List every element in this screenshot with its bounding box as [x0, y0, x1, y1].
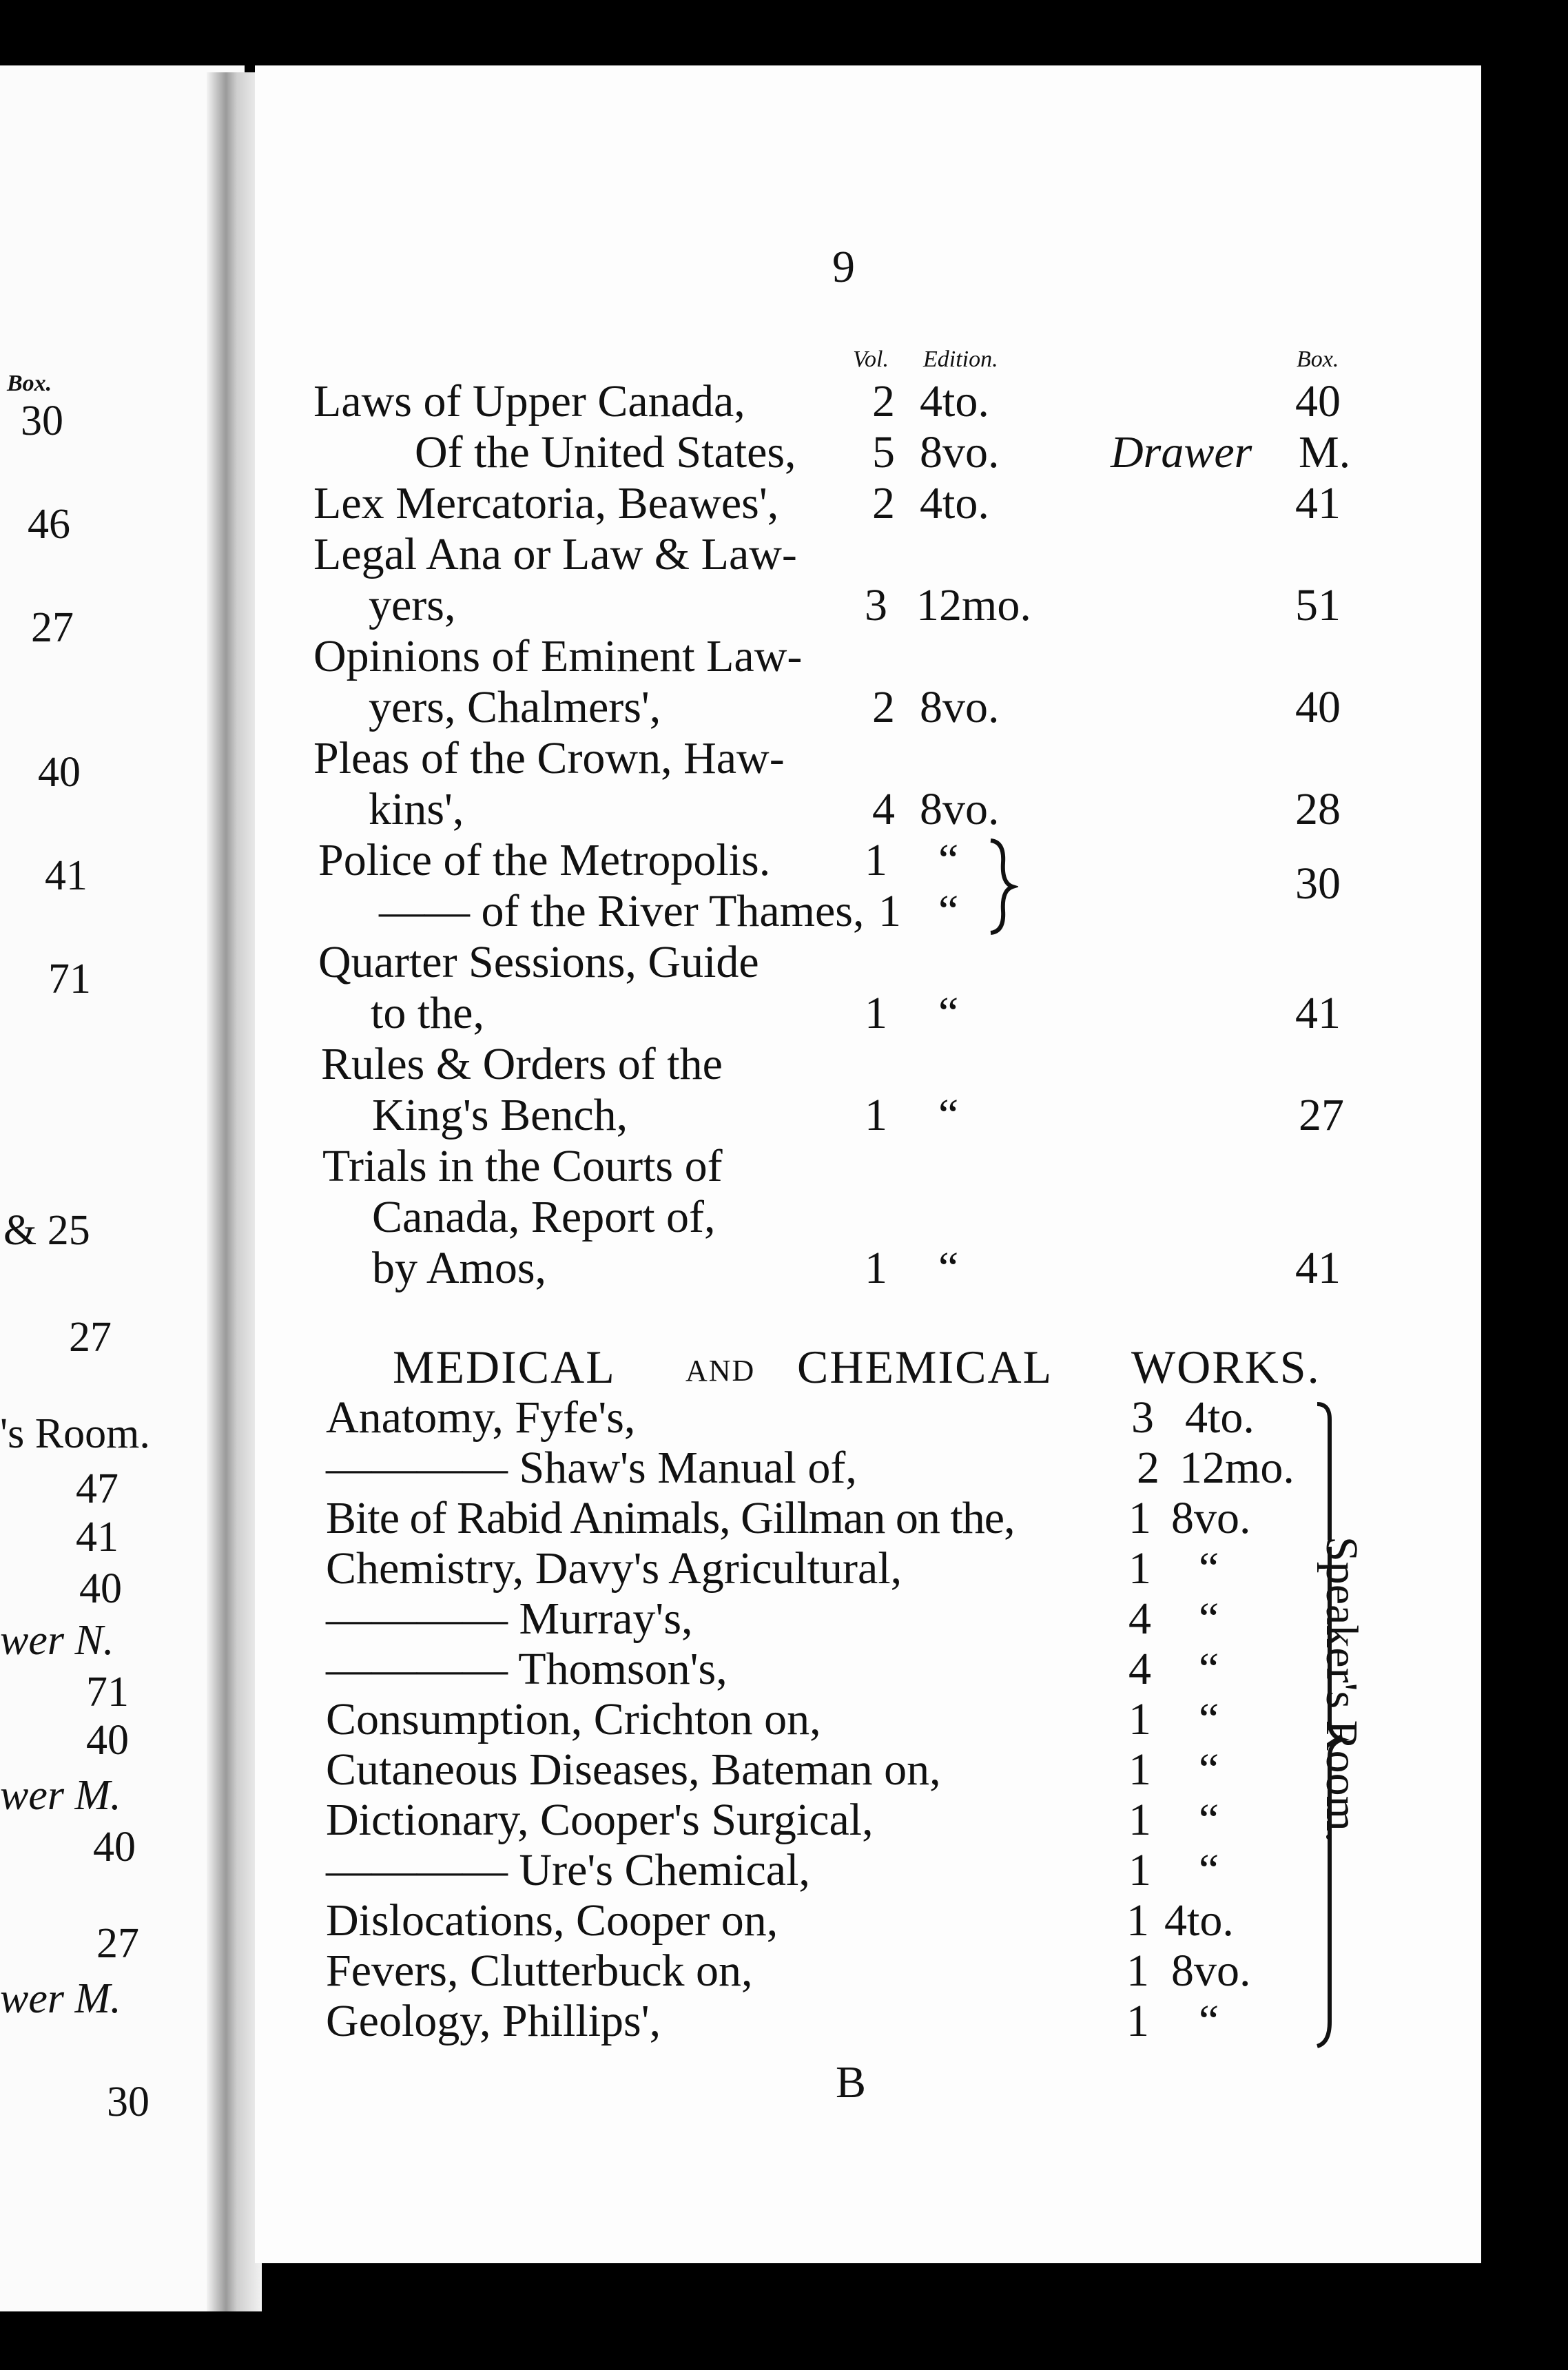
vol-header: Vol. — [853, 347, 889, 372]
entry-title: —— of the River Thames, — [379, 886, 865, 936]
entry-vol: 1 — [1126, 1996, 1149, 2046]
entry-edition: “ — [1199, 1845, 1219, 1895]
entry-vol: 1 — [865, 835, 887, 885]
left-item: 30 — [107, 2079, 149, 2125]
entry-edition: “ — [1199, 1694, 1219, 1744]
entry-edition: 8vo. — [1171, 1493, 1251, 1543]
entry-drawer: Drawer — [1111, 427, 1252, 477]
entry-title: ———— Shaw's Manual of, — [326, 1443, 857, 1493]
left-item: 27 — [69, 1314, 112, 1361]
entry-vol: 1 — [1128, 1543, 1151, 1594]
entry-edition: 8vo. — [920, 682, 1000, 732]
police-brace — [984, 835, 1018, 938]
entry-edition: “ — [938, 835, 959, 885]
left-item: 40 — [38, 749, 81, 796]
left-item: wer N. — [0, 1617, 114, 1664]
entry-box: 40 — [1295, 682, 1341, 732]
entry-vol: 4 — [1128, 1594, 1151, 1644]
entry-title: kins', — [369, 784, 464, 834]
entry-vol: 2 — [1137, 1443, 1159, 1493]
left-item: 47 — [76, 1465, 118, 1512]
entry-edition: “ — [1199, 1594, 1219, 1644]
entry-box: 41 — [1295, 988, 1341, 1038]
entry-box: M. — [1299, 427, 1351, 477]
entry-title: Legal Ana or Law & Law- — [313, 529, 797, 579]
left-item: wer M. — [0, 1975, 121, 2022]
entry-vol: 2 — [872, 478, 895, 528]
location-note: Speaker's Room. — [1317, 1536, 1367, 1843]
entry-title: Consumption, Crichton on, — [326, 1694, 821, 1744]
entry-box: 30 — [1295, 858, 1341, 909]
entry-edition: “ — [938, 988, 959, 1038]
entry-box: 40 — [1295, 376, 1341, 426]
entry-title: Pleas of the Crown, Haw- — [313, 733, 785, 783]
left-item: 27 — [31, 604, 74, 651]
entry-box: 41 — [1295, 1243, 1341, 1293]
entry-title: ———— Ure's Chemical, — [326, 1845, 810, 1895]
entry-title: Fevers, Clutterbuck on, — [326, 1946, 753, 1996]
entry-edition: 4to. — [1185, 1392, 1255, 1443]
left-item: 40 — [93, 1824, 136, 1871]
entry-title: ———— Murray's, — [326, 1594, 693, 1644]
heading-works: WORKS. — [1131, 1341, 1321, 1393]
entry-vol: 1 — [1128, 1795, 1151, 1845]
entry-title: Lex Mercatoria, Beawes', — [313, 478, 779, 528]
left-box-header: Box. — [7, 371, 52, 396]
left-item: 41 — [76, 1514, 118, 1560]
entry-title: Rules & Orders of the — [321, 1039, 723, 1089]
entry-vol: 1 — [1128, 1694, 1151, 1744]
entry-title: Of the United States, — [415, 427, 796, 477]
entry-title: Canada, Report of, — [372, 1192, 716, 1242]
entry-vol: 1 — [865, 1090, 887, 1140]
entry-vol: 3 — [865, 580, 887, 630]
entry-edition: 4to. — [1164, 1895, 1234, 1946]
entry-edition: 4to. — [920, 478, 989, 528]
left-item: 41 — [45, 852, 87, 899]
entry-vol: 2 — [872, 682, 895, 732]
entry-edition: 12mo. — [1179, 1443, 1294, 1493]
entry-vol: 1 — [1126, 1895, 1149, 1946]
entry-edition: “ — [938, 886, 959, 936]
entry-title: Dislocations, Cooper on, — [326, 1895, 778, 1946]
entry-title: to the, — [371, 988, 484, 1038]
left-item: 40 — [86, 1717, 129, 1764]
entry-vol: 2 — [872, 376, 895, 426]
entry-edition: “ — [1199, 1744, 1219, 1795]
left-item: 40 — [79, 1565, 122, 1612]
left-item: 71 — [48, 956, 91, 1002]
left-item: 30 — [21, 398, 63, 444]
entry-edition: “ — [938, 1090, 959, 1140]
entry-edition: 8vo. — [1171, 1946, 1251, 1996]
entry-vol: 1 — [1128, 1493, 1151, 1543]
box-header: Box. — [1297, 347, 1339, 372]
entry-vol: 4 — [1128, 1644, 1151, 1694]
left-item: 27 — [96, 1920, 139, 1967]
entry-title: King's Bench, — [372, 1090, 628, 1140]
entry-vol: 1 — [1126, 1946, 1149, 1996]
entry-edition: “ — [1199, 1543, 1219, 1594]
entry-edition: 4to. — [920, 376, 989, 426]
entry-vol: 4 — [872, 784, 895, 834]
entry-title: Anatomy, Fyfe's, — [326, 1392, 636, 1443]
entry-title: ———— Thomson's, — [326, 1644, 728, 1694]
entry-edition: “ — [1199, 1996, 1219, 2046]
entry-edition: “ — [1199, 1644, 1219, 1694]
page-number: 9 — [832, 242, 855, 292]
entry-box: 27 — [1299, 1090, 1344, 1140]
left-item: 71 — [86, 1669, 129, 1715]
entry-title: yers, Chalmers', — [369, 682, 661, 732]
edition-header: Edition. — [923, 347, 998, 372]
entry-box: 51 — [1295, 580, 1341, 630]
entry-vol: 1 — [878, 886, 901, 936]
entry-edition: “ — [1199, 1795, 1219, 1845]
heading-medical: MEDICAL — [393, 1341, 616, 1393]
entry-vol: 1 — [865, 1243, 887, 1293]
entry-title: Opinions of Eminent Law- — [313, 631, 803, 681]
entry-box: 41 — [1295, 478, 1341, 528]
heading-and: AND — [685, 1354, 756, 1388]
book-gutter — [207, 72, 262, 2311]
entry-vol: 5 — [872, 427, 895, 477]
entry-title: yers, — [369, 580, 456, 630]
entry-edition: 12mo. — [916, 580, 1031, 630]
entry-title: Bite of Rabid Animals, Gillman on the, — [326, 1493, 1015, 1543]
entry-title: Chemistry, Davy's Agricultural, — [326, 1543, 902, 1594]
left-item: 46 — [28, 501, 70, 548]
signature-mark: B — [836, 2057, 867, 2108]
entry-box: 28 — [1295, 784, 1341, 834]
entry-edition: “ — [938, 1243, 959, 1293]
left-item: & 25 — [3, 1207, 90, 1254]
entry-edition: 8vo. — [920, 427, 1000, 477]
left-item: wer M. — [0, 1772, 121, 1819]
heading-chemical: CHEMICAL — [797, 1341, 1053, 1393]
entry-title: Trials in the Courts of — [322, 1141, 723, 1191]
entry-title: by Amos, — [372, 1243, 547, 1293]
entry-title: Cutaneous Diseases, Bateman on, — [326, 1744, 941, 1795]
entry-title: Laws of Upper Canada, — [313, 376, 745, 426]
entry-vol: 1 — [865, 988, 887, 1038]
entry-vol: 1 — [1128, 1845, 1151, 1895]
entry-title: Police of the Metropolis. — [318, 835, 771, 885]
left-item: 's Room. — [0, 1410, 150, 1457]
entry-edition: 8vo. — [920, 784, 1000, 834]
entry-title: Geology, Phillips', — [326, 1996, 661, 2046]
entry-title: Dictionary, Cooper's Surgical, — [326, 1795, 874, 1845]
entry-vol: 1 — [1128, 1744, 1151, 1795]
entry-title: Quarter Sessions, Guide — [318, 937, 759, 987]
entry-vol: 3 — [1131, 1392, 1154, 1443]
